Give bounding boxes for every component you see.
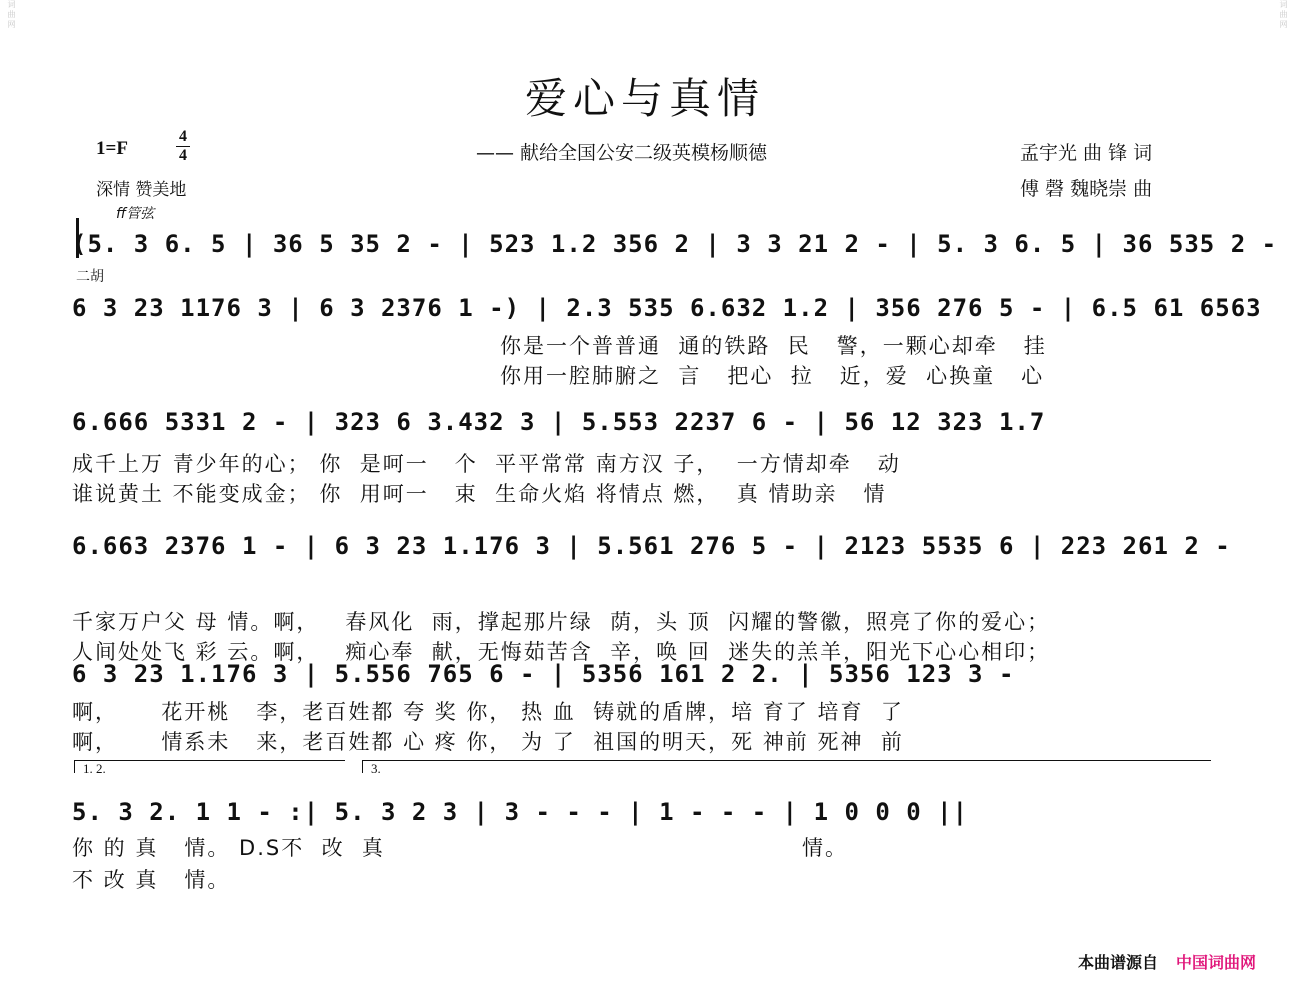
song-title: 爱心与真情 xyxy=(524,74,765,123)
source-label: 本曲谱源自 xyxy=(1077,953,1158,972)
notes-row-3: 6.666 5331 2 - | 323 6 3.432 3 | 5.553 2237 6 - | 56 12 323 1.7 xyxy=(72,408,1046,436)
credit-1: 孟宇光 曲 锋 词 xyxy=(1020,142,1153,164)
notes-row-4: 6.663 2376 1 - | 6 3 23 1.176 3 | 5.561 276 5 - | 2123 5535 6 | 223 261 2 - xyxy=(72,532,1231,560)
source-credit xyxy=(1078,950,1256,973)
subtitle: —— 献给全国公安二级英模杨顺德 xyxy=(476,142,768,164)
notes-row-2: 6 3 23 1176 3 | 6 3 2376 1 -) | 2.3 535 6.632 1.2 | 356 276 5 - | 6.5 61 6563 xyxy=(72,294,1262,322)
watermark-left: 词曲网 xyxy=(7,0,16,30)
volta-1-2: 1. 2. xyxy=(74,760,345,773)
lyrics-row-6-ending: 情。 xyxy=(802,836,848,860)
lyrics-row-4-verse-2: 人间处处飞 彩 云。啊， 痴心奉 献，无悔茹苦含 辛，唤 回 迷失的羔羊，阳光下心心相印； xyxy=(72,640,1051,664)
notes-row-6: 5. 3 2. 1 1 - :| 5. 3 2 3 | 3 - - - | 1 - - - | 1 0 0 0 || xyxy=(72,798,969,826)
lyrics-row-3-verse-1: 成千上万 青少年的心； 你 是呵一 个 平平常常 南方汉 子， 一方情却牵 动 xyxy=(72,452,901,476)
lyrics-row-2-verse-1: 你是一个普普通 通的铁路 民 警，一颗心却牵 挂 xyxy=(500,334,1047,358)
credit-2: 傅 磬 魏晓崇 曲 xyxy=(1020,178,1153,200)
time-signature: 4 4 xyxy=(176,128,190,165)
volta-3: 3. xyxy=(362,760,1211,773)
lyrics-row-5-verse-1: 啊， 花开桃 李，老百姓都 夸 奖 你， 热 血 铸就的盾牌，培 育了 培育 了 xyxy=(72,700,904,724)
lyrics-row-4-verse-1: 千家万户父 母 情。啊， 春风化 雨，撑起那片绿 荫，头 顶 闪耀的警徽，照亮了你的爱心； xyxy=(72,610,1051,634)
instrument-label: 二胡 xyxy=(76,269,104,285)
watermark-right: 词曲网 xyxy=(1279,0,1288,30)
notes-row-1: (5. 3 6. 5 | 36 5 35 2 - | 523 1.2 356 2 | 3 3 21 2 - | 5. 3 6. 5 | 36 535 2 - xyxy=(72,230,1278,258)
expression-mark: 深情 赞美地 xyxy=(96,180,187,200)
lyrics-row-3-verse-2: 谁说黄土 不能变成金； 你 用呵一 束 生命火焰 将情点 燃， 真 情助亲 情 xyxy=(72,482,887,506)
notes-row-5: 6 3 23 1.176 3 | 5.556 765 6 - | 5356 161 2 2. | 5356 123 3 - xyxy=(72,660,1015,688)
dynamics-mark: ff管弦 xyxy=(116,206,155,222)
key-signature: 1=F xyxy=(96,138,128,159)
lyrics-row-2-verse-2: 你用一腔肺腑之 言 把心 拉 近，爱 心换童 心 xyxy=(500,364,1045,388)
lyrics-row-6-verse-2: 不 改 真 情。 xyxy=(72,868,231,892)
lyrics-row-5-verse-2: 啊， 情系未 来，老百姓都 心 疼 你， 为 了 祖国的明天，死 神前 死神 前 xyxy=(72,730,904,754)
lyrics-row-6-verse-1: 你 的 真 情。 D.S不 改 真 xyxy=(72,836,385,860)
source-site-link[interactable]: 中国词曲网 xyxy=(1175,953,1256,972)
